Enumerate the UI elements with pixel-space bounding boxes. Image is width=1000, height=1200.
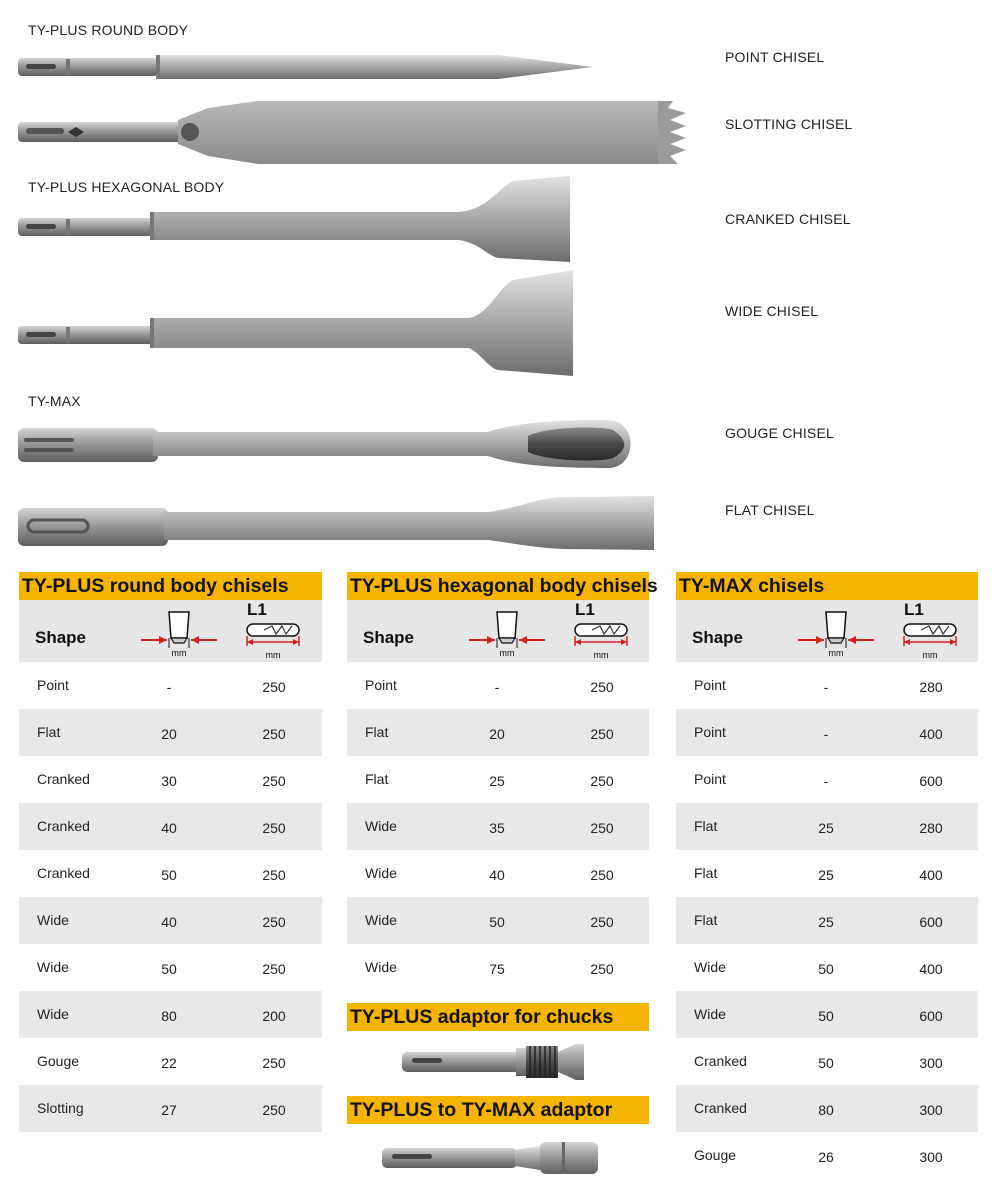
width-unit: mm bbox=[828, 648, 844, 658]
cell-width: - bbox=[494, 679, 500, 695]
gouge-chisel-image bbox=[18, 418, 638, 470]
width-diagram-icon bbox=[465, 608, 549, 660]
cell-shape: Wide bbox=[694, 1006, 726, 1022]
cell-width: 26 bbox=[818, 1149, 834, 1165]
table-row bbox=[676, 756, 978, 803]
cell-length: 250 bbox=[590, 867, 614, 883]
cell-length: 250 bbox=[590, 914, 614, 930]
slotting-chisel-image bbox=[18, 98, 690, 168]
table-ty-max bbox=[676, 572, 978, 1179]
width-unit: mm bbox=[171, 648, 187, 658]
cell-shape: Flat bbox=[694, 818, 718, 834]
table-row bbox=[19, 1038, 322, 1085]
cell-length: 280 bbox=[919, 820, 943, 836]
table-header-max bbox=[676, 600, 978, 662]
cell-shape: Cranked bbox=[694, 1053, 747, 1069]
label-point-chisel: POINT CHISEL bbox=[725, 49, 825, 65]
table-row bbox=[347, 662, 649, 709]
header-shape: Shape bbox=[692, 628, 744, 647]
table-title-max: TY-MAX chisels bbox=[676, 572, 978, 600]
header-l1: L1 bbox=[247, 600, 267, 619]
cell-shape: Point bbox=[37, 677, 69, 693]
table-row bbox=[19, 991, 322, 1038]
cell-shape: Cranked bbox=[37, 771, 90, 787]
cell-shape: Wide bbox=[37, 1006, 69, 1022]
table-row bbox=[676, 897, 978, 944]
width-diagram-icon bbox=[137, 608, 221, 660]
table-row bbox=[19, 709, 322, 756]
header-l1: L1 bbox=[575, 600, 595, 619]
length-unit: mm bbox=[265, 650, 281, 660]
label-wide-chisel: WIDE CHISEL bbox=[725, 303, 819, 319]
cell-shape: Point bbox=[694, 724, 726, 740]
adaptor-max-title: TY-PLUS to TY-MAX adaptor bbox=[347, 1096, 649, 1124]
cell-length: 600 bbox=[919, 773, 943, 789]
cell-length: 400 bbox=[919, 726, 943, 742]
point-chisel-image bbox=[18, 52, 598, 84]
cell-width: - bbox=[823, 726, 829, 742]
table-row bbox=[676, 803, 978, 850]
table-row bbox=[19, 803, 322, 850]
cell-shape: Flat bbox=[37, 724, 61, 740]
cell-length: 300 bbox=[919, 1102, 943, 1118]
table-row bbox=[676, 991, 978, 1038]
cell-length: 250 bbox=[262, 1055, 286, 1071]
cell-length: 200 bbox=[262, 1008, 286, 1024]
table-row bbox=[676, 662, 978, 709]
length-diagram-icon bbox=[901, 622, 961, 662]
header-shape: Shape bbox=[363, 628, 415, 647]
cell-shape: Point bbox=[365, 677, 397, 693]
table-row bbox=[19, 897, 322, 944]
table-title-hex: TY-PLUS hexagonal body chisels bbox=[347, 572, 649, 600]
cell-shape: Wide bbox=[37, 959, 69, 975]
cell-shape: Wide bbox=[365, 865, 397, 881]
table-row bbox=[19, 944, 322, 991]
cell-shape: Gouge bbox=[694, 1147, 737, 1163]
cell-width: - bbox=[823, 773, 829, 789]
cell-length: 600 bbox=[919, 1008, 943, 1024]
table-hex-body bbox=[347, 572, 658, 991]
width-diagram-icon bbox=[794, 608, 878, 660]
label-cranked-chisel: CRANKED CHISEL bbox=[725, 211, 851, 227]
table-row bbox=[676, 850, 978, 897]
cell-width: 40 bbox=[161, 914, 177, 930]
cell-width: 22 bbox=[161, 1055, 177, 1071]
cell-length: 250 bbox=[262, 961, 286, 977]
header-shape: Shape bbox=[35, 628, 87, 647]
section-label-round: TY-PLUS ROUND BODY bbox=[28, 22, 189, 38]
cell-shape: Flat bbox=[694, 865, 718, 881]
table-row bbox=[676, 1085, 978, 1132]
cell-width: 75 bbox=[489, 961, 505, 977]
adaptor-max-section bbox=[347, 1096, 649, 1124]
cell-length: 250 bbox=[262, 726, 286, 742]
table-row bbox=[347, 944, 649, 991]
cell-width: 50 bbox=[161, 867, 177, 883]
table-header-round bbox=[19, 600, 322, 662]
length-diagram-icon bbox=[572, 622, 632, 662]
cell-width: 40 bbox=[161, 820, 177, 836]
cell-length: 300 bbox=[919, 1055, 943, 1071]
cell-shape: Point bbox=[694, 771, 726, 787]
label-slotting-chisel: SLOTTING CHISEL bbox=[725, 116, 853, 132]
cell-width: 30 bbox=[161, 773, 177, 789]
cell-width: 50 bbox=[818, 961, 834, 977]
table-row bbox=[676, 1132, 978, 1179]
cranked-chisel-image bbox=[18, 176, 578, 266]
cell-shape: Cranked bbox=[37, 865, 90, 881]
table-row bbox=[19, 850, 322, 897]
cell-length: 250 bbox=[262, 914, 286, 930]
label-flat-chisel: FLAT CHISEL bbox=[725, 502, 815, 518]
length-unit: mm bbox=[593, 650, 609, 660]
adaptor-chucks-section bbox=[347, 1003, 649, 1031]
cell-width: 50 bbox=[818, 1055, 834, 1071]
cell-width: 25 bbox=[818, 867, 834, 883]
cell-width: 25 bbox=[489, 773, 505, 789]
length-unit: mm bbox=[922, 650, 938, 660]
table-row bbox=[347, 897, 649, 944]
cell-width: 50 bbox=[161, 961, 177, 977]
cell-length: 250 bbox=[262, 773, 286, 789]
cell-length: 250 bbox=[590, 726, 614, 742]
section-label-hex: TY-PLUS HEXAGONAL BODY bbox=[28, 179, 225, 195]
cell-shape: Wide bbox=[694, 959, 726, 975]
cell-shape: Flat bbox=[365, 724, 389, 740]
header-l1: L1 bbox=[904, 600, 924, 619]
table-header-hex bbox=[347, 600, 649, 662]
label-gouge-chisel: GOUGE CHISEL bbox=[725, 425, 834, 441]
adaptor-max-image bbox=[380, 1140, 604, 1176]
adaptor-chucks-title: TY-PLUS adaptor for chucks bbox=[347, 1003, 649, 1031]
cell-width: - bbox=[823, 679, 829, 695]
table-row bbox=[347, 756, 649, 803]
table-row bbox=[19, 662, 322, 709]
table-row bbox=[676, 944, 978, 991]
cell-width: 25 bbox=[818, 820, 834, 836]
cell-length: 400 bbox=[919, 961, 943, 977]
cell-width: - bbox=[166, 679, 172, 695]
cell-width: 80 bbox=[161, 1008, 177, 1024]
cell-width: 50 bbox=[489, 914, 505, 930]
cell-shape: Point bbox=[694, 677, 726, 693]
cell-shape: Wide bbox=[365, 818, 397, 834]
flat-chisel-image bbox=[18, 494, 658, 554]
cell-width: 20 bbox=[161, 726, 177, 742]
table-row bbox=[347, 709, 649, 756]
cell-shape: Gouge bbox=[37, 1053, 80, 1069]
length-diagram-icon bbox=[244, 622, 304, 662]
cell-width: 80 bbox=[818, 1102, 834, 1118]
cell-width: 35 bbox=[489, 820, 505, 836]
width-unit: mm bbox=[499, 648, 515, 658]
cell-shape: Slotting bbox=[37, 1100, 84, 1116]
cell-length: 250 bbox=[262, 1102, 286, 1118]
adaptor-chucks-image bbox=[400, 1040, 590, 1082]
cell-length: 250 bbox=[590, 961, 614, 977]
cell-length: 250 bbox=[590, 679, 614, 695]
table-row bbox=[676, 709, 978, 756]
cell-shape: Cranked bbox=[694, 1100, 747, 1116]
table-row bbox=[347, 803, 649, 850]
cell-shape: Flat bbox=[365, 771, 389, 787]
table-row bbox=[676, 1038, 978, 1085]
cell-shape: Cranked bbox=[37, 818, 90, 834]
cell-shape: Wide bbox=[365, 959, 397, 975]
table-title-round: TY-PLUS round body chisels bbox=[19, 572, 322, 600]
table-row bbox=[19, 1085, 322, 1132]
table-row bbox=[19, 756, 322, 803]
cell-length: 250 bbox=[590, 773, 614, 789]
cell-width: 40 bbox=[489, 867, 505, 883]
cell-width: 27 bbox=[161, 1102, 177, 1118]
cell-length: 250 bbox=[262, 820, 286, 836]
cell-length: 280 bbox=[919, 679, 943, 695]
cell-length: 300 bbox=[919, 1149, 943, 1165]
cell-width: 20 bbox=[489, 726, 505, 742]
cell-length: 250 bbox=[262, 867, 286, 883]
cell-shape: Wide bbox=[37, 912, 69, 928]
wide-chisel-image bbox=[18, 268, 578, 380]
table-row bbox=[347, 850, 649, 897]
cell-width: 50 bbox=[818, 1008, 834, 1024]
cell-length: 400 bbox=[919, 867, 943, 883]
cell-shape: Wide bbox=[365, 912, 397, 928]
section-label-max: TY-MAX bbox=[28, 393, 81, 409]
cell-length: 600 bbox=[919, 914, 943, 930]
cell-width: 25 bbox=[818, 914, 834, 930]
cell-length: 250 bbox=[262, 679, 286, 695]
table-round-body bbox=[19, 572, 322, 1132]
cell-length: 250 bbox=[590, 820, 614, 836]
cell-shape: Flat bbox=[694, 912, 718, 928]
